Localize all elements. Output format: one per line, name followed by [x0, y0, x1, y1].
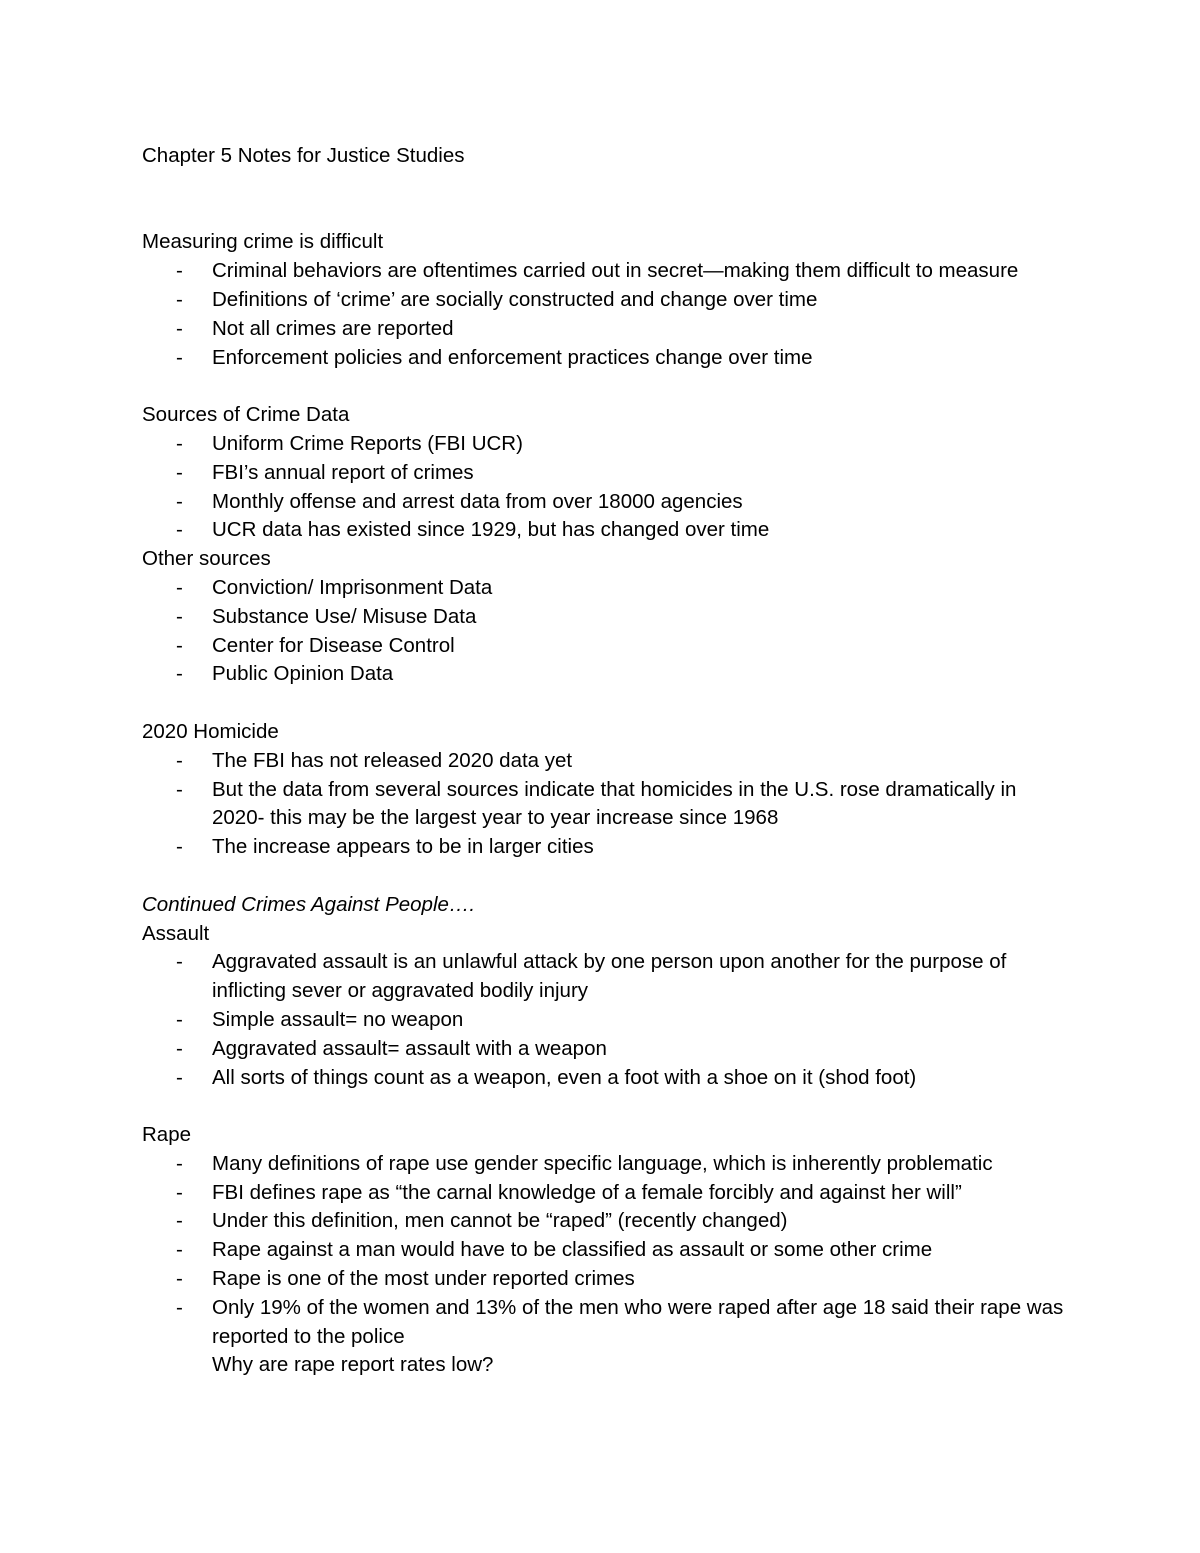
list-item: [142, 516, 1072, 545]
bullet-dash: -: [176, 1295, 183, 1319]
sources-list: [142, 430, 1072, 545]
list-item-text: UCR data has existed since 1929, but has changed over time: [212, 518, 770, 542]
rape-followup-question: Why are rape report rates low?: [212, 1353, 494, 1377]
list-item: [142, 1207, 1072, 1236]
list-item: [142, 948, 1072, 1006]
bullet-dash: -: [176, 1180, 183, 1204]
list-item-text: Definitions of ‘crime’ are socially constructed and change over time: [212, 287, 818, 311]
bullet-dash: -: [176, 345, 183, 369]
list-item: [142, 833, 1072, 862]
list-item-text: Enforcement policies and enforcement practices change over time: [212, 345, 813, 369]
list-item: [142, 344, 1072, 373]
bullet-dash: -: [176, 1065, 183, 1089]
section-heading-rape: Rape: [142, 1123, 192, 1147]
list-item: [142, 1064, 1072, 1093]
bullet-dash: -: [176, 633, 183, 657]
list-item: [142, 660, 1072, 689]
list-item: [142, 1265, 1072, 1294]
spacer: [142, 171, 1072, 200]
list-item-text: Aggravated assault is an unlawful attack by one person upon another for the purpose of inflicting sever or aggravated bodily injury: [212, 950, 1007, 1003]
spacer: [142, 1092, 1072, 1121]
list-item: [142, 1179, 1072, 1208]
list-item: [142, 1236, 1072, 1265]
list-item: [142, 1294, 1072, 1352]
document-body: [142, 142, 1072, 1380]
list-item: [142, 488, 1072, 517]
list-item-text: Simple assault= no weapon: [212, 1007, 464, 1031]
section-heading-homicide: 2020 Homicide: [142, 719, 279, 743]
list-item-text: Conviction/ Imprisonment Data: [212, 575, 493, 599]
bullet-dash: -: [176, 316, 183, 340]
list-item: [142, 603, 1072, 632]
bullet-dash: -: [176, 259, 183, 283]
list-item-text: Center for Disease Control: [212, 633, 455, 657]
list-item: [142, 1006, 1072, 1035]
bullet-dash: -: [176, 777, 183, 801]
list-item-text: Only 19% of the women and 13% of the men who were raped after age 18 said their rape was reported to the police: [212, 1295, 1064, 1348]
list-item-text: Under this definition, men cannot be “raped” (recently changed): [212, 1209, 788, 1233]
bullet-dash: -: [176, 460, 183, 484]
bullet-dash: -: [176, 1238, 183, 1262]
other-sources-list: [142, 574, 1072, 689]
list-item-text: All sorts of things count as a weapon, even a foot with a shoe on it (shod foot): [212, 1065, 917, 1089]
bullet-dash: -: [176, 287, 183, 311]
list-item-text: Public Opinion Data: [212, 662, 394, 686]
list-item-text: Many definitions of rape use gender specific language, which is inherently problematic: [212, 1151, 993, 1175]
section-heading-sources: Sources of Crime Data: [142, 403, 350, 427]
spacer: [142, 372, 1072, 401]
bullet-dash: -: [176, 518, 183, 542]
list-item-text: Aggravated assault= assault with a weapon: [212, 1036, 607, 1060]
bullet-dash: -: [176, 1036, 183, 1060]
list-item: [142, 257, 1072, 286]
bullet-dash: -: [176, 835, 183, 859]
homicide-list: [142, 747, 1072, 862]
list-item: [142, 574, 1072, 603]
bullet-dash: -: [176, 1151, 183, 1175]
list-item-text: Monthly offense and arrest data from over 18000 agencies: [212, 489, 743, 513]
section-heading-continued: Continued Crimes Against People….: [142, 892, 476, 916]
list-item-text: Not all crimes are reported: [212, 316, 454, 340]
bullet-dash: -: [176, 489, 183, 513]
bullet-dash: -: [176, 748, 183, 772]
list-item: [142, 776, 1072, 834]
list-item-text: FBI’s annual report of crimes: [212, 460, 474, 484]
list-item: [142, 315, 1072, 344]
bullet-dash: -: [176, 1267, 183, 1291]
bullet-dash: -: [176, 1007, 183, 1031]
bullet-dash: -: [176, 575, 183, 599]
list-item: [142, 747, 1072, 776]
list-item: [142, 1035, 1072, 1064]
list-item: [142, 286, 1072, 315]
bullet-dash: -: [176, 950, 183, 974]
list-item-text: Rape against a man would have to be classified as assault or some other crime: [212, 1238, 933, 1262]
list-item-text: Rape is one of the most under reported crimes: [212, 1267, 635, 1291]
spacer: [142, 200, 1072, 229]
list-item-text: The increase appears to be in larger cities: [212, 835, 594, 859]
rape-list: [142, 1150, 1072, 1352]
section-heading-other-sources: Other sources: [142, 547, 271, 571]
bullet-dash: -: [176, 431, 183, 455]
measuring-list: [142, 257, 1072, 372]
list-item: [142, 1150, 1072, 1179]
list-item-text: But the data from several sources indicate that homicides in the U.S. rose dramatically in 2020- this may be the largest year to year increase since 1968: [212, 777, 1017, 830]
bullet-dash: -: [176, 1209, 183, 1233]
spacer: [142, 689, 1072, 718]
bullet-dash: -: [176, 604, 183, 628]
list-item: [142, 430, 1072, 459]
spacer: [142, 862, 1072, 891]
list-item-text: Criminal behaviors are oftentimes carried out in secret—making them difficult to measure: [212, 259, 1019, 283]
assault-list: [142, 948, 1072, 1092]
list-item: [142, 632, 1072, 661]
list-item-text: FBI defines rape as “the carnal knowledge of a female forcibly and against her will”: [212, 1180, 962, 1204]
list-item-text: Substance Use/ Misuse Data: [212, 604, 477, 628]
list-item-text: Uniform Crime Reports (FBI UCR): [212, 431, 523, 455]
section-heading-measuring: Measuring crime is difficult: [142, 230, 384, 254]
list-item-text: The FBI has not released 2020 data yet: [212, 748, 573, 772]
document-title: Chapter 5 Notes for Justice Studies: [142, 144, 465, 167]
bullet-dash: -: [176, 662, 183, 686]
list-item: [142, 459, 1072, 488]
section-heading-assault: Assault: [142, 921, 210, 945]
